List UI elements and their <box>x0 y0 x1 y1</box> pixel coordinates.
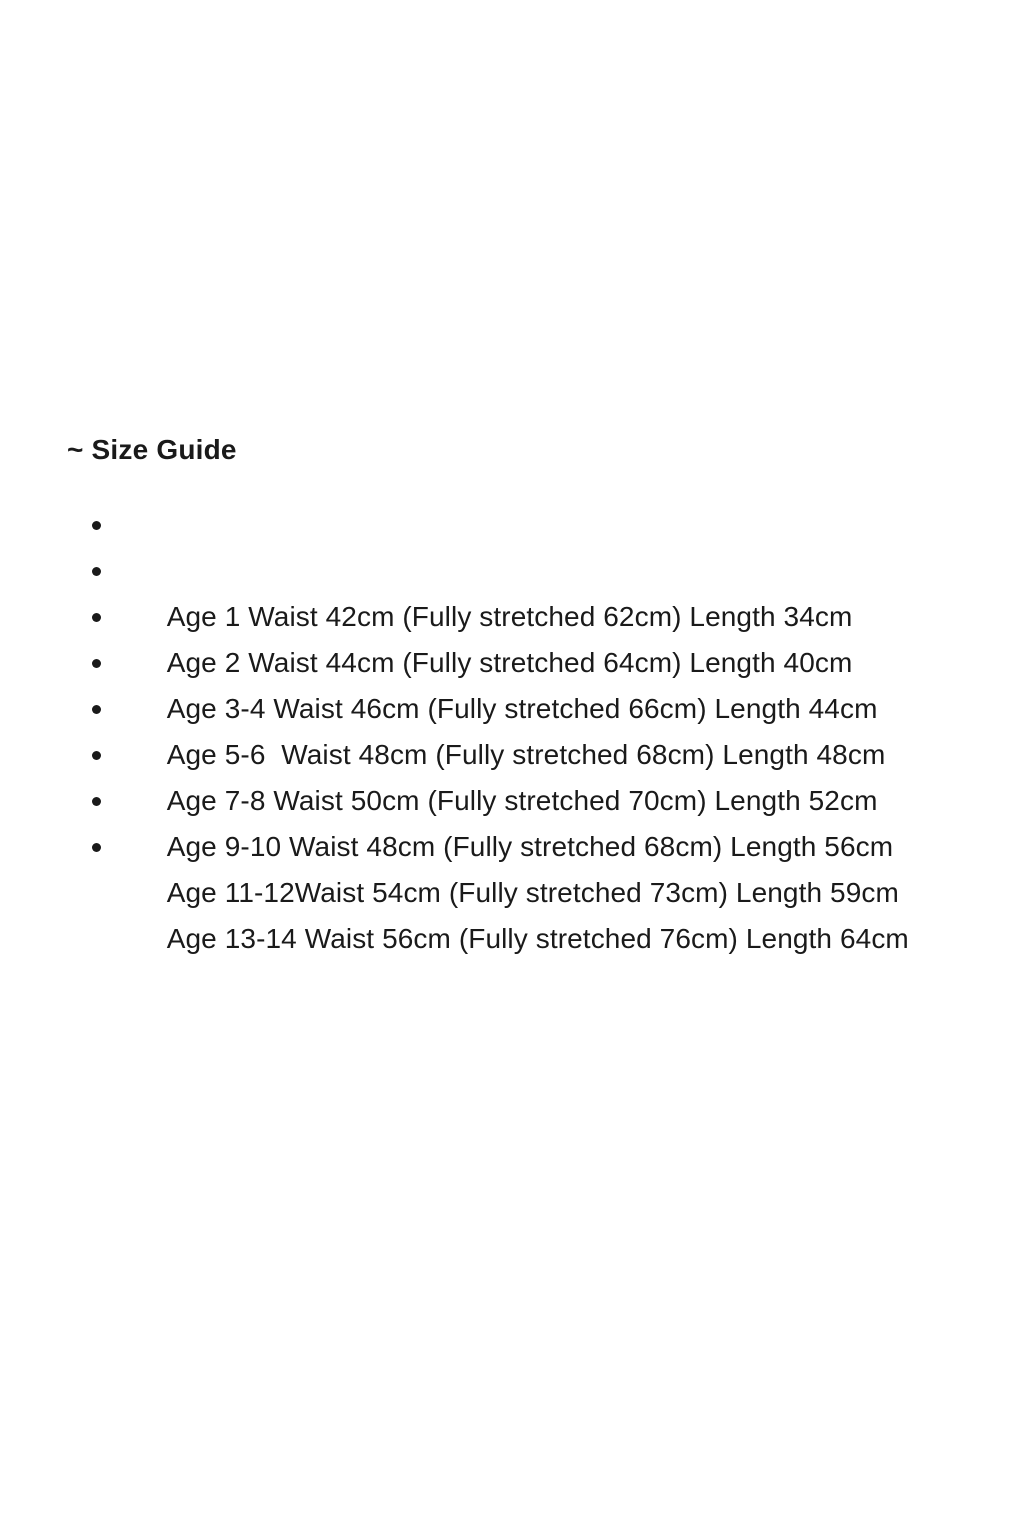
size-item-text: Age 2 Waist 44cm (Fully stretched 64cm) Length 40cm <box>166 647 853 678</box>
bullet-icon <box>92 797 101 806</box>
bullet-icon <box>92 751 101 760</box>
size-guide-heading: ~ Size Guide <box>67 434 237 465</box>
size-item-text: Age 5-6 Waist 48cm (Fully stretched 68cm) Length 48cm <box>166 739 886 770</box>
bullet-icon <box>92 659 101 668</box>
size-item-text: Age 1 Waist 42cm (Fully stretched 62cm) Length 34cm <box>166 601 853 632</box>
size-guide-section <box>67 430 987 954</box>
bullet-icon <box>92 843 101 852</box>
size-item-text: Age 7-8 Waist 50cm (Fully stretched 70cm) Length 52cm <box>166 785 878 816</box>
size-item-text: Age 3-4 Waist 46cm (Fully stretched 66cm) Length 44cm <box>166 693 878 724</box>
size-list-item <box>67 502 987 632</box>
size-item-text: Age 13-14 Waist 56cm (Fully stretched 76cm) Length 64cm <box>166 923 909 954</box>
bullet-icon <box>92 613 101 622</box>
size-item-text: Age 9-10 Waist 48cm (Fully stretched 68cm) Length 56cm <box>166 831 894 862</box>
size-item-text: Age 11-12Waist 54cm (Fully stretched 73cm) Length 59cm <box>166 877 899 908</box>
bullet-icon <box>92 567 101 576</box>
bullet-icon <box>92 705 101 714</box>
size-list <box>67 502 987 954</box>
bullet-icon <box>92 521 101 530</box>
